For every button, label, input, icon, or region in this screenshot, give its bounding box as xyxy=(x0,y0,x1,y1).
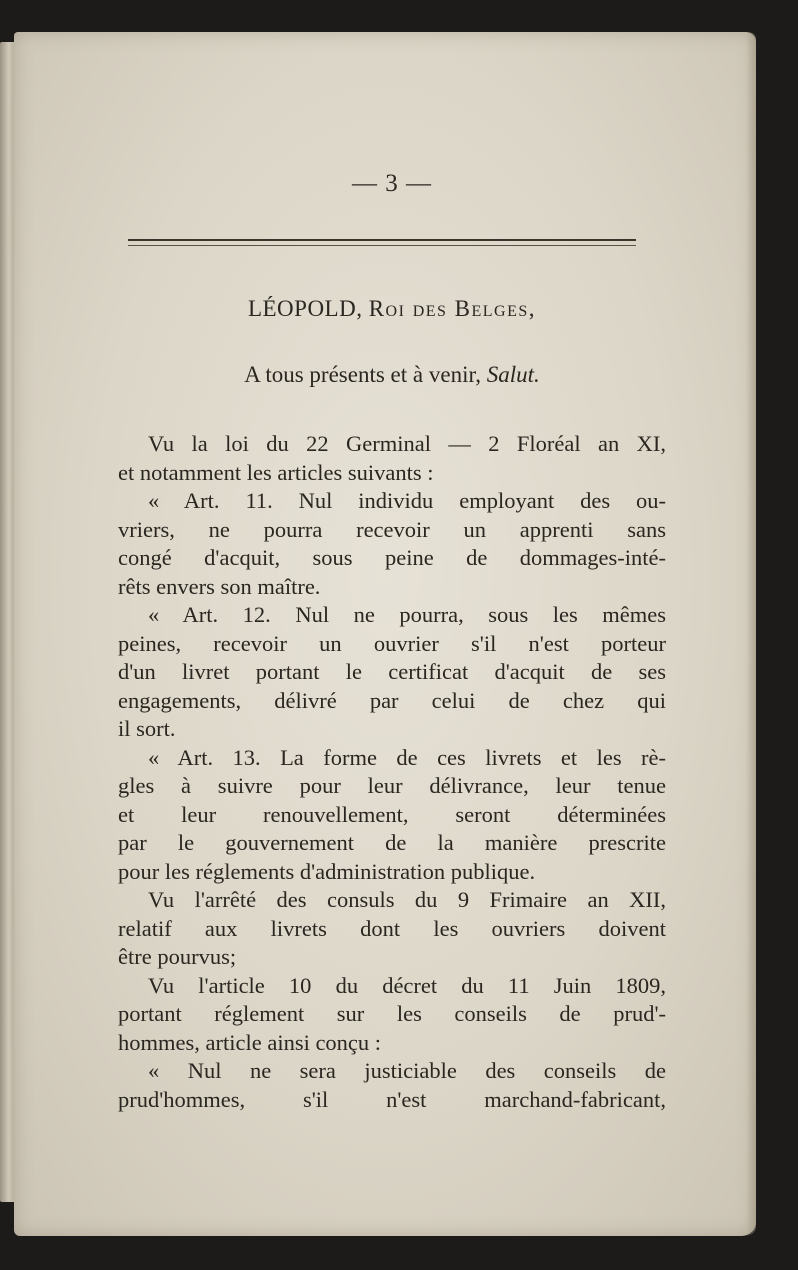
text-line: « Nul ne sera justiciable des conseils de xyxy=(148,1058,666,1083)
salutation-text: A tous présents et à venir, xyxy=(244,362,481,387)
text-line: vriers, ne pourra recevoir un apprenti sans xyxy=(118,516,666,542)
text-line: pour les réglements d'administration publique. xyxy=(118,858,536,884)
text-line: Vu l'article 10 du décret du 11 Juin 1809, xyxy=(148,972,666,998)
text-line: engagements, délivré par celui de chez qui xyxy=(118,687,666,713)
text-line: prud'hommes, s'il n'est marchand-fabricant, xyxy=(118,1086,666,1112)
text-line: portant réglement sur les conseils de prud'- xyxy=(118,1001,666,1026)
text-line: rêts envers son maître. xyxy=(118,573,321,599)
sovereign-name: LÉOPOLD, xyxy=(247,296,363,321)
text-line: par le gouvernement de la manière prescrite xyxy=(118,830,666,855)
decree-body xyxy=(118,430,666,1114)
decree-heading xyxy=(118,296,666,322)
text-line: peines, recevoir un ouvrier s'il n'est porteur xyxy=(118,630,666,656)
header-rule xyxy=(128,239,636,246)
article-11-line: « Art. 11. Nul individu employant des ou- xyxy=(148,488,666,513)
salutation xyxy=(118,362,666,388)
text-line: d'un livret portant le certificat d'acquit de ses xyxy=(118,659,666,684)
page-number: — 3 — xyxy=(352,170,432,197)
book-page xyxy=(14,32,756,1236)
salutation-closing: Salut. xyxy=(486,362,540,387)
text-line: relatif aux livrets dont les ouvriers doivent xyxy=(118,915,666,941)
previous-page-edge xyxy=(0,42,14,1202)
sovereign-title: Roi des Belges, xyxy=(368,296,537,321)
text-line: il sort. xyxy=(118,716,176,741)
text-line: hommes, article ainsi conçu : xyxy=(118,1029,382,1055)
text-line: Vu l'arrêté des consuls du 9 Frimaire an XII, xyxy=(148,887,666,912)
text-line: et notamment les articles suivants : xyxy=(118,459,434,485)
text-line: gles à suivre pour leur délivrance, leur tenue xyxy=(118,773,666,798)
text-line: et leur renouvellement, seront déterminées xyxy=(118,801,666,827)
text-line: Vu la loi du 22 Germinal — 2 Floréal an XI, xyxy=(148,431,666,456)
text-line: être pourvus; xyxy=(118,944,237,969)
text-line: congé d'acquit, sous peine de dommages-inté- xyxy=(118,545,666,570)
article-12-line: « Art. 12. Nul ne pourra, sous les mêmes xyxy=(148,602,666,627)
page-edge-shadow xyxy=(746,32,756,1236)
article-13-line: « Art. 13. La forme de ces livrets et les rè- xyxy=(148,744,666,770)
